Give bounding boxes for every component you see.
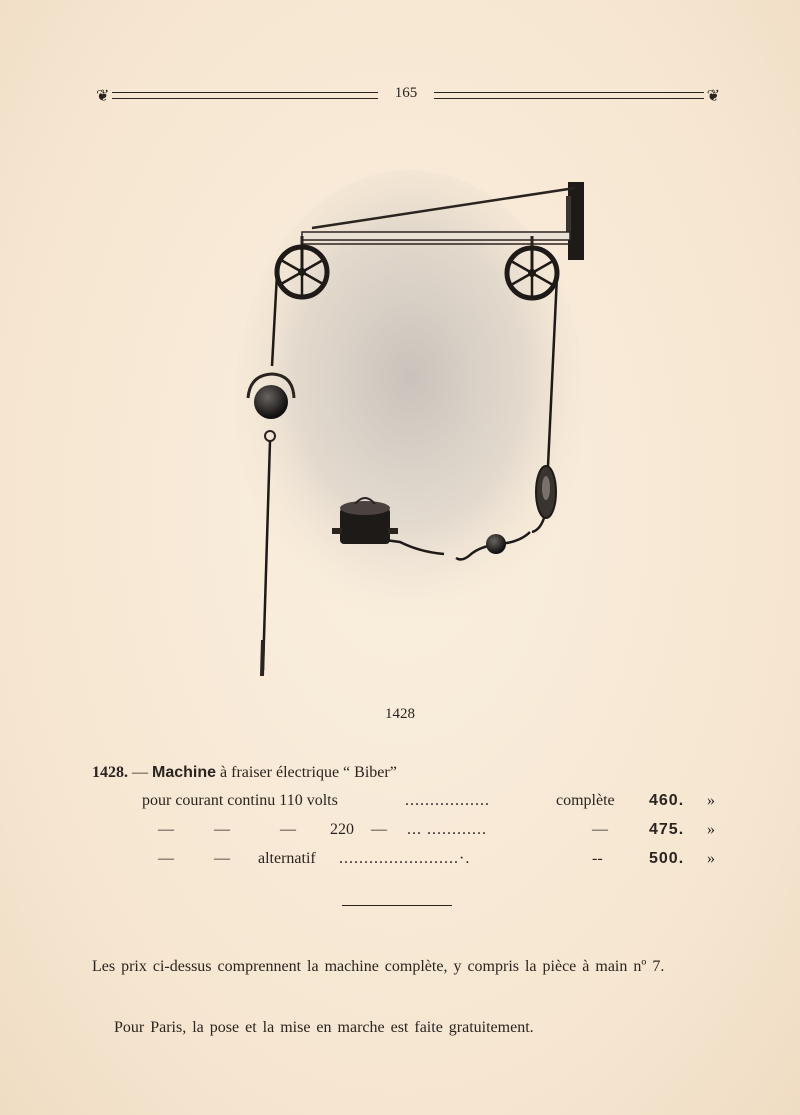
ditto-dash: — (280, 821, 296, 838)
horizontal-arm (302, 232, 570, 240)
row-price: 460. (649, 792, 685, 809)
right-ornament-icon: ❦ (706, 86, 720, 105)
row-description: pour courant continu 110 volts (142, 792, 338, 809)
price-row (0, 850, 800, 872)
row-guillemet: » (707, 792, 715, 809)
ditto-dash: — (214, 850, 230, 867)
item-title-dash: — (132, 764, 148, 781)
row-price: 500. (649, 850, 685, 867)
price-row (0, 792, 800, 814)
notes-paragraph: Les prix ci-dessus comprennent la machine complète, y compris la pièce à main nº 7. (92, 958, 665, 975)
header-rule-left (112, 92, 378, 99)
row-variant: — (592, 821, 608, 838)
row-voltage: 220 (330, 821, 354, 838)
switch-knob (486, 534, 506, 554)
item-title (92, 764, 397, 782)
page-number: 165 (394, 85, 418, 101)
row-guillemet: » (707, 850, 715, 867)
row-leader-dots: ................. (405, 792, 490, 809)
header-rule-right (434, 92, 704, 99)
item-name: Machine (152, 764, 217, 781)
machine-illustration (230, 170, 600, 690)
ditto-dash: — (158, 821, 174, 838)
row-leader-dots: ... ............ (407, 821, 487, 838)
ditto-dash: — (371, 821, 387, 838)
ditto-dash: — (158, 850, 174, 867)
row-price: 475. (649, 821, 685, 838)
price-row (0, 821, 800, 843)
row-variant: -- (592, 850, 603, 867)
item-number: 1428. (92, 764, 128, 781)
figure-caption: 1428 (385, 706, 415, 722)
left-ornament-icon: ❦ (96, 86, 110, 105)
ditto-dash: — (214, 821, 230, 838)
row-leader-dots: ........................·. (339, 850, 471, 867)
section-separator (342, 905, 452, 906)
row-description: alternatif (258, 850, 316, 867)
page-header (96, 84, 720, 108)
row-variant: complète (556, 792, 615, 809)
counterweight-ball (254, 385, 288, 419)
item-title-rest: à fraiser électrique “ Biber” (220, 764, 397, 781)
row-guillemet: » (707, 821, 715, 838)
notes-paragraph: Pour Paris, la pose et la mise en marche est faite gratuitement. (114, 1019, 534, 1036)
